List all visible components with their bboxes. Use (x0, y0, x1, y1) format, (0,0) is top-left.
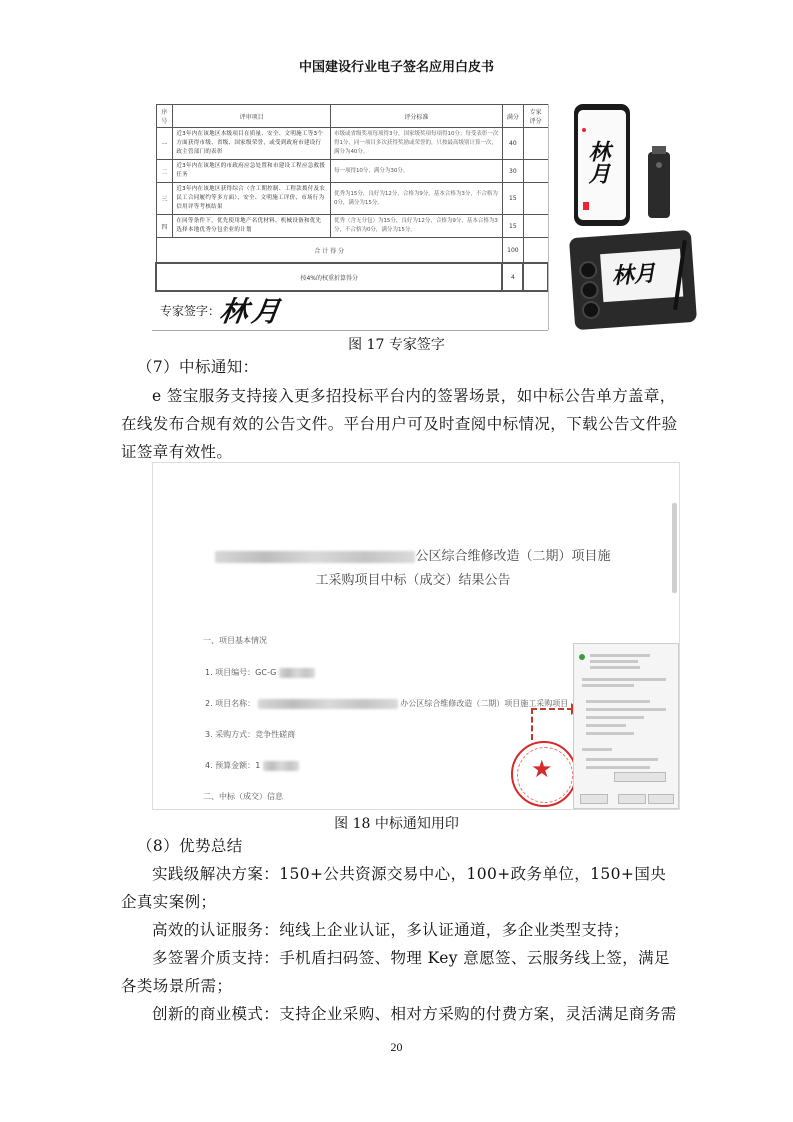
redacted-text (263, 761, 299, 771)
section-7-paragraph: e 签宝服务支持接入更多招投标平台内的签署场景，如中标公告单方盖章，在线发布合规有效的公告文件。平台用户可及时查阅中标情况，下载公告文件验证签章有效性。 (121, 387, 678, 461)
page-number: 20 (390, 1040, 403, 1054)
figure-18-caption: 图 18 中标通知用印 (334, 816, 459, 832)
row-index: 二 (156, 160, 173, 183)
dialog-action-button[interactable] (614, 772, 666, 782)
weight-expert-score (523, 263, 548, 291)
dialog-line (586, 708, 666, 711)
weight-value: 4 (502, 263, 523, 291)
section-7-heading: （7）中标通知： (137, 358, 259, 376)
row-criterion: 在同等条件下，优先使用地产名优材料、机械设备和优先选择本地优秀分包企业的计划 (173, 215, 331, 238)
section-award-info: 二、中标（成交）信息 (203, 792, 283, 801)
verified-check-icon (579, 654, 585, 660)
dialog-line (582, 748, 612, 751)
project-name-field (205, 698, 568, 709)
dialog-line (586, 700, 650, 703)
scrollbar-thumb[interactable] (672, 503, 677, 593)
row-criterion: 近3年内在该地区的市政府应急处置和市建设工程应急救援任务 (173, 160, 331, 183)
announcement-title (213, 545, 613, 593)
project-number-label: 1. 项目编号：GC-G (205, 668, 277, 677)
seal-star-icon: ★ (531, 755, 553, 783)
redacted-text (258, 699, 398, 709)
dialog-footer-button[interactable] (618, 794, 646, 804)
row-expert-score (523, 183, 548, 215)
pad-button-icon (581, 300, 600, 319)
dialog-line (590, 660, 638, 663)
project-number-field (205, 667, 315, 678)
figure-divider (548, 104, 549, 330)
total-label: 合 计 得 分 (156, 238, 502, 264)
row-max-score: 15 (502, 215, 523, 238)
table-header-cell: 序号 (156, 105, 173, 128)
dialog-line (590, 666, 640, 669)
phone-red-button-icon (583, 202, 589, 210)
table-header-cell: 满分 (502, 105, 523, 128)
advantage-item: 高效的认证服务：纯线上企业认证，多认证通道，多企业类型支持； (152, 921, 630, 939)
advantage-item: 多签署介质支持：手机盾扫码签、物理 Key 意愿签、云服务线上签，满足各类场景所需； (121, 949, 670, 995)
row-criterion: 近3年内在该地区本级项目在质量、安全、文明施工等3个方面获得市级、省级、国家级荣誉，或受到政府市建设行政主管部门的表彰 (173, 128, 331, 160)
table-total-row (156, 238, 548, 264)
row-expert-score (523, 215, 548, 238)
procurement-method-field: 3. 采购方式：竞争性磋商 (205, 730, 296, 739)
pad-signature: 林月 (610, 260, 657, 290)
announcement-title-line2: 工采购项目中标（成交）结果公告 (315, 573, 511, 588)
table-header-cell: 评分标准 (330, 105, 502, 128)
dialog-line (582, 678, 666, 681)
advantage-item: 创新的商业模式：支持企业采购、相对方采购的付费方案，灵活满足商务需 (152, 1005, 677, 1023)
usb-key-connector (652, 146, 666, 154)
phone-signature: 林月 (585, 140, 611, 184)
advantages-list (121, 860, 681, 1028)
table-header-cell: 专家评分 (523, 105, 548, 128)
table-row (156, 183, 548, 215)
total-value: 100 (502, 238, 523, 264)
redacted-text (215, 551, 415, 563)
page-header-title: 中国建设行业电子签名应用白皮书 (298, 60, 494, 75)
row-max-score: 40 (502, 128, 523, 160)
dialog-line (590, 654, 650, 657)
dialog-line (586, 758, 658, 761)
table-header-cell: 评审项目 (173, 105, 331, 128)
evaluation-table (155, 104, 549, 292)
dialog-line (586, 732, 634, 735)
red-seal (511, 741, 577, 807)
phone-red-dot-icon (582, 128, 586, 132)
dialog-footer-button[interactable] (580, 794, 608, 804)
row-standard: 每一项得10分，满分为30分。 (330, 160, 502, 183)
pad-button-icon (579, 260, 598, 279)
row-expert-score (523, 128, 548, 160)
table-row (156, 128, 548, 160)
project-name-value: 办公区综合维修改造（二期）项目施工采购项目 (400, 699, 569, 708)
project-name-label: 2. 项目名称： (205, 699, 256, 708)
handwritten-signature: 林月 (217, 295, 287, 328)
weight-label: 按4%的权重折算得分 (156, 263, 502, 291)
phone-device (574, 104, 630, 226)
phone-screen (578, 110, 626, 220)
figure-17-caption: 图 17 专家签字 (348, 337, 445, 353)
row-max-score: 15 (502, 183, 523, 215)
row-standard: 市级或省级奖项每项得3分，国家级奖项每项得10分；每受表彰一次得1分，同一项目多次获得奖励或荣誉的，只按最高级别计算一次，满分为40分。 (330, 128, 502, 160)
dialog-line (586, 716, 644, 719)
table-row (156, 160, 548, 183)
signature-verification-dialog (573, 643, 679, 809)
row-index: 三 (156, 183, 173, 215)
table-weight-row (156, 263, 548, 291)
signature-area (152, 292, 548, 331)
section-8-heading: （8）优势总结 (137, 837, 243, 855)
row-index: 四 (156, 215, 173, 238)
dialog-close-button[interactable] (648, 794, 674, 804)
row-max-score: 30 (502, 160, 523, 183)
row-standard: 优秀（含无分包）为15分，良好为12分，合格为9分，基本合格为3分，不合格为0分，满分为15分。 (330, 215, 502, 238)
row-criterion: 近3年内在该地区获得综合（含工期控制、工程款拨付及农民工合同履约等多方面）、安全、文明施工评价、市场行为信用评等考核结果 (173, 183, 331, 215)
announcement-title-line1: 公区综合维修改造（二期）项目施 (415, 549, 611, 564)
row-index: 一 (156, 128, 173, 160)
redacted-text (279, 668, 315, 678)
pad-screen (600, 249, 683, 302)
budget-value: 1 (255, 761, 261, 770)
budget-field (205, 760, 299, 771)
signature-label: 专家签字： (160, 304, 221, 318)
pad-button-icon (580, 280, 599, 299)
dialog-line (586, 724, 626, 727)
usb-key-device (648, 152, 670, 218)
section-basic-info: 一、项目基本情况 (203, 636, 267, 645)
pointer-arrow (531, 708, 573, 740)
usb-key-led-icon (656, 162, 662, 168)
dialog-line (582, 684, 634, 687)
announcement-screenshot (152, 462, 680, 810)
table-header-row (156, 105, 548, 128)
total-expert-score (523, 238, 548, 264)
dialog-line (586, 766, 650, 769)
advantage-item: 实践级解决方案：150+公共资源交易中心，100+政务单位，150+国央企真实案例； (121, 865, 667, 911)
row-standard: 优秀为15分，良好为12分，合格为9分，基本合格为3分，不合格为0分，满分为15分。 (330, 183, 502, 215)
row-expert-score (523, 160, 548, 183)
table-row (156, 215, 548, 238)
budget-label: 4. 预算金额： (205, 761, 256, 770)
